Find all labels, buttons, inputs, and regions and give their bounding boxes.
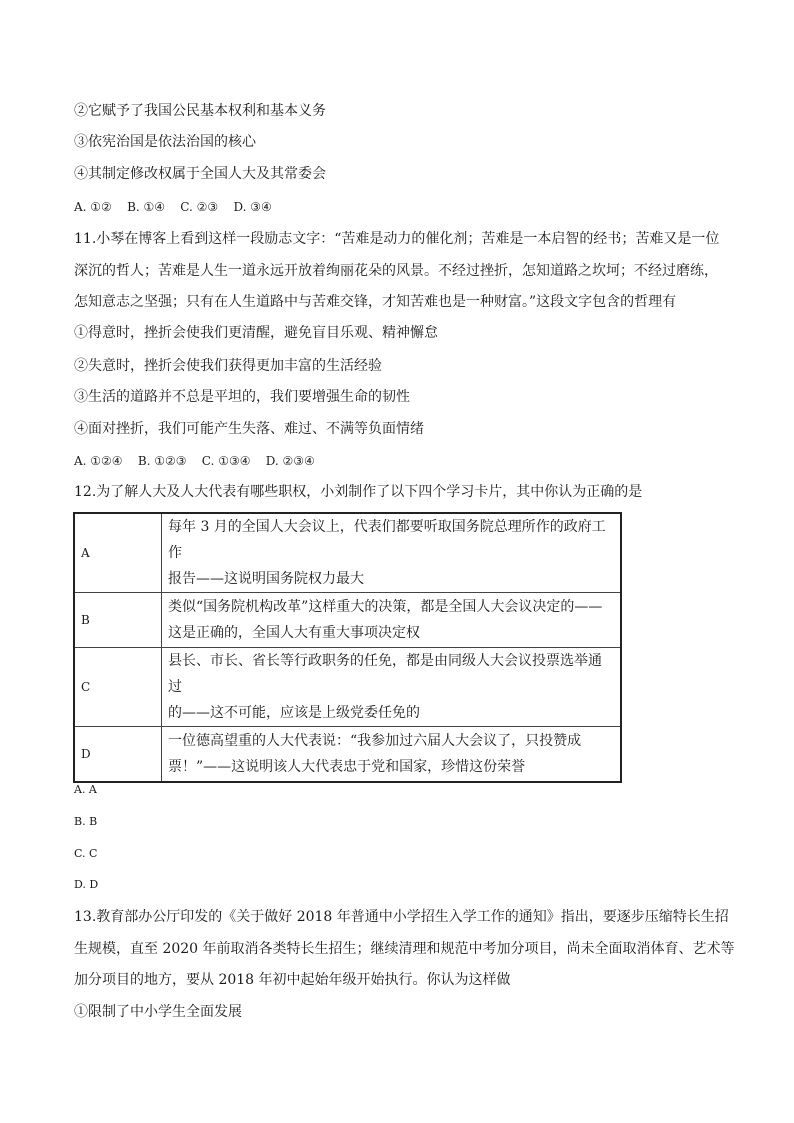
q11-stem-line-3: 怎知意志之坚强；只有在人生道路中与苦难交锋，才知苦难也是一种财富。”这段文字包含的哲理有 [74,294,677,310]
q12-option-a: A. A [74,783,97,796]
card-text [162,727,622,782]
card-line: 县长、市长、省长等行政职务的任免，都是由同级人大会议投票选举通过 [168,653,602,695]
q12-option-b: B. B [74,815,98,828]
q11-options: A. ①②④ B. ①②③ C. ①③④ D. ②③④ [74,454,315,468]
card-key: D [74,727,162,782]
q10-item-4: ④其制定修改权属于全国人大及其常委会 [74,166,326,182]
q12-option-d: D. D [74,878,99,891]
card-text [162,648,622,727]
q10-item-2: ②它赋予了我国公民基本权利和基本义务 [74,103,326,119]
card-line: 每年 3 月的全国人大会议上，代表们都要听取国务院总理所作的政府工作 [168,519,606,561]
table-row [74,727,621,782]
q13-item-1: ①限制了中小学生全面发展 [74,1004,242,1020]
card-key: B [74,593,162,648]
card-key: A [74,513,162,593]
q12-card-table [73,512,622,783]
q11-stem-line-2: 深沉的哲人；苦难是人生一道永远开放着绚丽花朵的风景。不经过挫折，怎知道路之坎坷；不经过磨练， [74,263,718,279]
card-line: 这是正确的，全国人大有重大事项决定权 [168,625,420,641]
card-line: 报告——这说明国务院权力最大 [168,571,364,587]
table-row [74,593,621,648]
q11-stem-line-1: 11.小琴在博客上看到这样一段励志文字：“苦难是动力的催化剂；苦难是一本启智的经书；苦难又是一位 [74,231,720,247]
q12-option-c: C. C [74,847,98,860]
q10-item-3: ③依宪治国是依法治国的核心 [74,134,256,150]
q11-item-3: ③生活的道路并不总是平坦的，我们要增强生命的韧性 [74,389,410,405]
q13-stem-line-3: 加分项目的地方，要从 2018 年初中起始年级开始执行。你认为这样做 [74,972,511,988]
q11-item-1: ①得意时，挫折会使我们更清醒，避免盲目乐观、精神懈怠 [74,325,438,341]
table-row [74,648,621,727]
q11-item-4: ④面对挫折，我们可能产生失落、难过、不满等负面情绪 [74,421,424,437]
card-text [162,593,622,648]
card-line: 一位德高望重的人大代表说：“我参加过六届人大会议了，只投赞成 [168,732,582,749]
table-row [74,513,621,593]
card-line: 票！”——这说明该人大代表忠于党和国家，珍惜这份荣誉 [168,758,526,775]
card-key: C [74,648,162,727]
card-line: 类似“国务院机构改革”这样重大的决策，都是全国人大会议决定的—— [168,599,603,615]
q11-item-2: ②失意时，挫折会使我们获得更加丰富的生活经验 [74,358,382,374]
q12-stem: 12.为了解人大及人大代表有哪些职权，小刘制作了以下四个学习卡片，其中你认为正确的是 [74,484,643,500]
q10-options: A. ①② B. ①④ C. ②③ D. ③④ [74,200,272,214]
card-text [162,513,622,593]
card-line: 的——这不可能，应该是上级党委任免的 [168,705,420,721]
q13-stem-line-2: 生规模，直至 2020 年前取消各类特长生招生；继续清理和规范中考加分项目，尚未全面取消体育、艺术等 [74,941,735,957]
q13-stem-line-1: 13.教育部办公厅印发的《关于做好 2018 年普通中小学招生入学工作的通知》指出，要逐步压缩特长生招 [74,909,729,925]
